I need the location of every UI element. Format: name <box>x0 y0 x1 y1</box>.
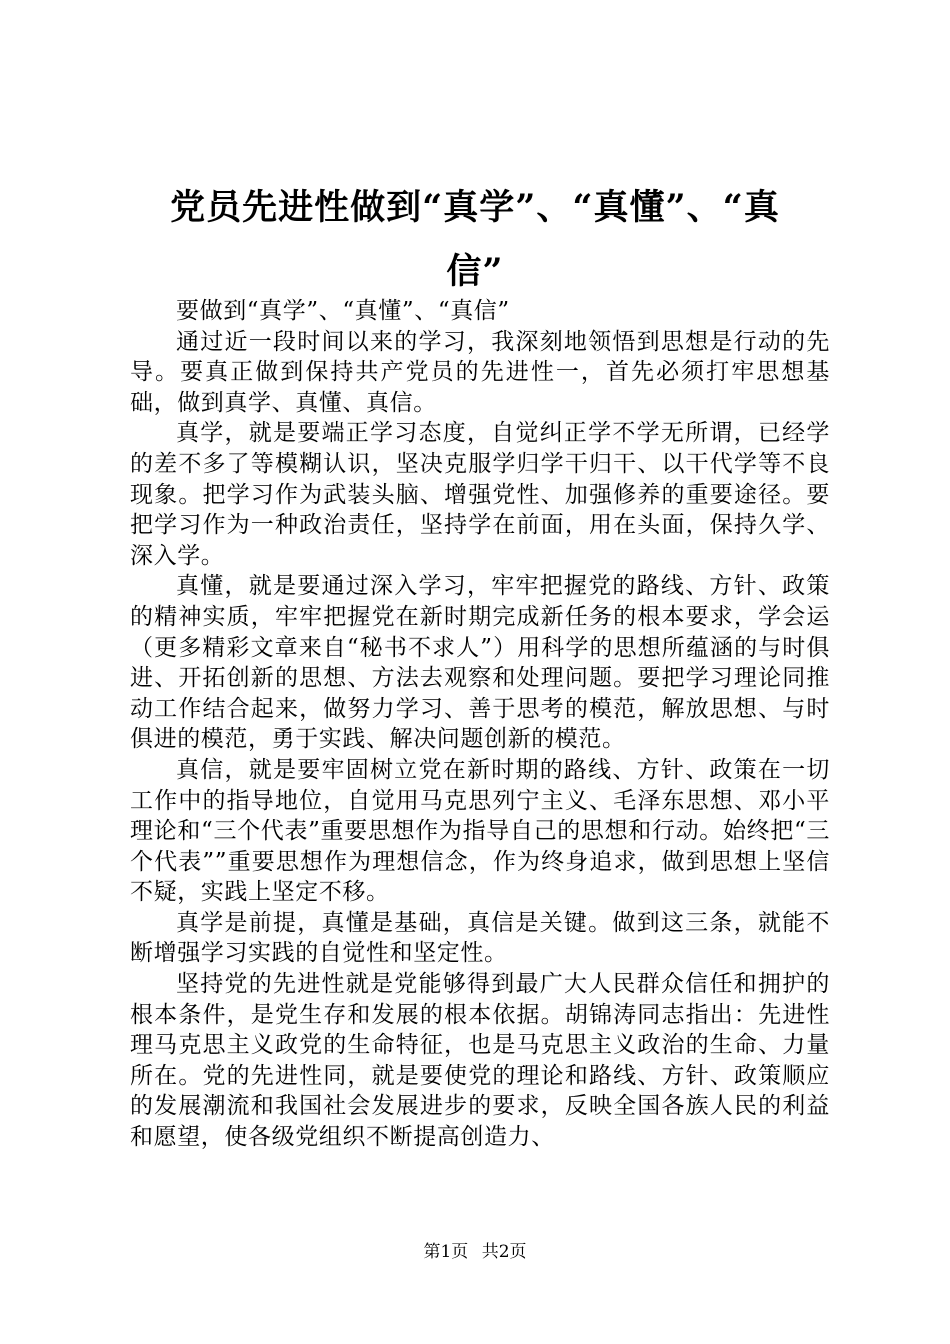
paragraph-subtitle: 要做到“真学”、“真懂”、“真信” <box>176 298 510 324</box>
paragraph: 坚持党的先进性就是党能够得到最广大人民群众信任和拥护的根本条件，是党生存和发展的根本依据。胡锦涛同志指出：先进性理马克思主义政党的生命特征，也是马克思主义政治的生命、力量所在。党的先进性同，就是要使党的理论和路线、方针、政策顺应的发展潮流和我国社会发展进步的要求，反映全国各族人民的利益和愿望，使各级党组织不断提高创造力、 <box>130 971 830 1151</box>
paragraph: 真学，就是要端正学习态度，自觉纠正学不学无所谓，已经学的差不多了等模糊认识，坚决克服学归学干归干、以干代学等不良现象。把学习作为武装头脑、增强党性、加强修养的重要途径。要把学习作为一种政治责任，坚持学在前面，用在头面，保持久学、深入学。 <box>130 420 830 569</box>
page-number-total: 共2页 <box>481 1242 527 1262</box>
paragraph: 通过近一段时间以来的学习，我深刻地领悟到思想是行动的先导。要真正做到保持共产党员的先进性一，首先必须打牢思想基础，做到真学、真懂、真信。 <box>130 328 830 416</box>
paragraph: 真信，就是要牢固树立党在新时期的路线、方针、政策在一切工作中的指导地位，自觉用马克思列宁主义、毛泽东思想、邓小平理论和“三个代表”重要思想作为指导自己的思想和行动。始终把“三个代表””重要思想作为理想信念，作为终身追求，做到思想上坚信不疑，实践上坚定不移。 <box>130 756 830 906</box>
paragraph: 真懂，就是要通过深入学习，牢牢把握党的路线、方针、政策的精神实质，牢牢把握党在新时期完成新任务的根本要求，学会运（更多精彩文章来自“秘书不求人”）用科学的思想所蕴涵的与时俱进、开拓创新的思想、方法去观察和处理问题。要把学习理论同推动工作结合起来，做努力学习、善于思考的模范，解放思想、与时俱进的模范，勇于实践、解决问题创新的模范。 <box>130 573 830 753</box>
page-footer <box>0 1241 950 1263</box>
page-number-current: 第1页 <box>423 1242 469 1262</box>
title-line-2: 信” <box>446 251 504 292</box>
title-line-1: 党员先进性做到“真学”、“真懂”、“真 <box>170 187 780 228</box>
document-title <box>120 176 830 304</box>
paragraph: 真学是前提，真懂是基础，真信是关键。做到这三条，就能不断增强学习实践的自觉性和坚定性。 <box>130 909 830 967</box>
document-body <box>130 296 830 1153</box>
